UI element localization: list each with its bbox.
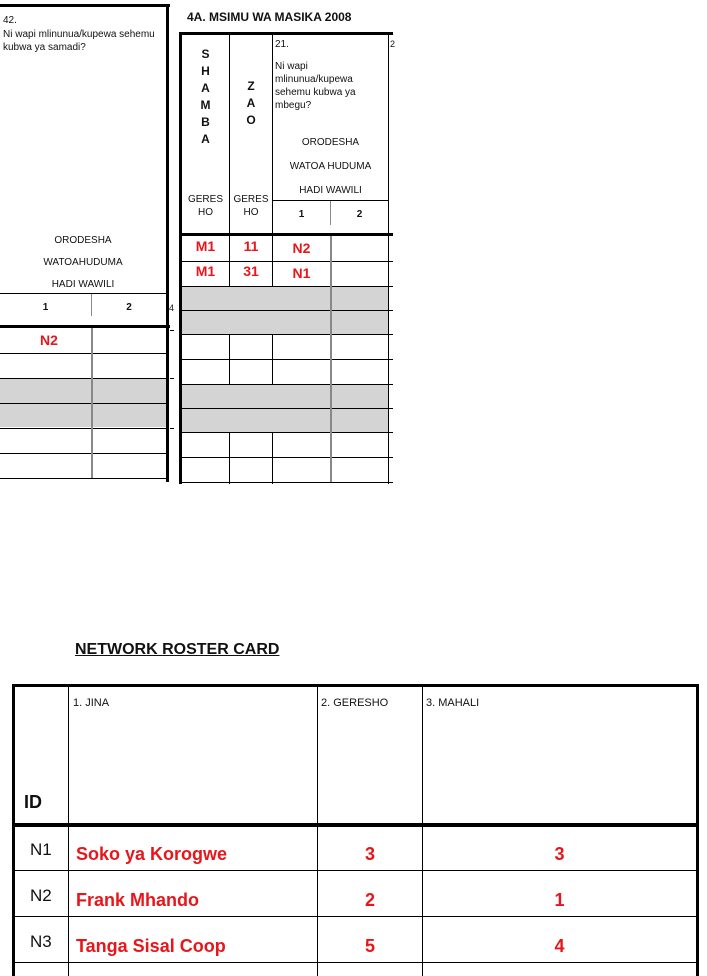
row-line [0, 403, 166, 404]
q21-instruction-list: ORODESHA [301, 137, 360, 148]
letter: B [201, 115, 210, 129]
row-line [0, 428, 166, 429]
row-geresho: 5 [364, 936, 375, 956]
roster-title: NETWORK ROSTER CARD [75, 641, 280, 658]
letter: A [201, 132, 210, 146]
q21-instruction-max-two: HADI WAWILI [299, 185, 362, 196]
season-top-border [181, 32, 393, 35]
cut-digit: 4 [169, 303, 175, 313]
shamba-cell: M1 [195, 263, 216, 279]
row-line [179, 261, 393, 262]
col-1-label: 1 [42, 302, 49, 313]
question-text: Ni wapi mlinunua/kupewa sehemu kubwa ya samadi? [3, 29, 155, 53]
row-geresho: 3 [364, 844, 375, 864]
geresho-line: HO [243, 207, 259, 218]
letter: O [246, 113, 256, 127]
question-number: 42. [3, 15, 17, 26]
season-title: 4A. MSIMU WA MASIKA 2008 [187, 10, 352, 24]
col-divider [317, 686, 318, 976]
letter: A [246, 96, 256, 110]
row-line [179, 310, 393, 311]
row-location: 4 [554, 936, 565, 956]
col-divider [422, 686, 423, 976]
q21-instruction-providers: WATOA HUDUMA [289, 161, 372, 172]
instruction-max-two: HADI WAWILI [51, 279, 115, 290]
geresho-line: HO [198, 207, 213, 218]
geresho-header: 2. GERESHO [321, 697, 389, 709]
q21-text: Ni wapi mlinunua/kupewa sehemu kubwa ya mbegu? [275, 61, 356, 111]
q21-col-1-label: 1 [298, 209, 305, 220]
row-line [12, 870, 699, 871]
edge-tick [170, 428, 174, 429]
q21-number: 21. [275, 39, 289, 50]
row-line [179, 334, 393, 335]
row-line [179, 384, 393, 385]
letter: Z [247, 79, 255, 93]
row-id: N3 [30, 932, 52, 951]
row-location: 3 [554, 844, 565, 864]
season-header-bottom [179, 233, 393, 236]
roster-top-border [12, 684, 699, 687]
roster-left-border [12, 684, 15, 976]
edge-tick [170, 378, 174, 379]
id-header: ID [24, 792, 42, 812]
location-header: 3. MAHALI [426, 697, 480, 709]
row-name: Soko ya Korogwe [76, 844, 228, 864]
zao-label [230, 78, 272, 129]
letter: H [201, 64, 210, 78]
geresho-line: GERES [187, 194, 223, 205]
letter: S [201, 47, 210, 61]
header-bottom-border [0, 325, 170, 328]
col-2-label: 2 [126, 302, 132, 313]
row-line [179, 286, 393, 287]
row-line [12, 962, 699, 963]
letter: A [201, 81, 210, 95]
shamba-cell: M1 [195, 238, 216, 254]
geresho-line: GERES [233, 194, 269, 205]
left-right-border [166, 4, 169, 482]
row-line [0, 453, 166, 454]
zao-geresho-label [230, 193, 272, 219]
col-divider [91, 328, 93, 478]
col-divider [68, 686, 69, 976]
q21-entry-cell: N1 [292, 265, 311, 281]
row-line [0, 478, 166, 479]
row-line [179, 457, 393, 458]
zao-cell: 11 [243, 238, 259, 254]
row-name: Frank Mhando [76, 890, 200, 910]
header-divider [0, 293, 166, 294]
row-line [179, 408, 393, 409]
entry-cell: N2 [40, 332, 58, 348]
roster-right-border [696, 684, 699, 976]
edge-tick [170, 330, 174, 331]
row-line [179, 359, 393, 360]
row-id: N1 [30, 840, 52, 859]
q21-entry-cell: N2 [292, 240, 311, 256]
row-line [12, 916, 699, 917]
row-geresho: 2 [364, 890, 375, 910]
row-line [179, 482, 393, 483]
zao-cell: 31 [243, 263, 259, 279]
row-name: Tanga Sisal Coop [76, 936, 226, 956]
row-line [179, 432, 393, 433]
instruction-list: ORODESHA [54, 235, 112, 246]
q21-right-border [388, 34, 389, 484]
row-location: 1 [554, 890, 565, 910]
shamba-geresho-label [182, 193, 229, 219]
roster-header-bottom [12, 823, 699, 827]
q21-col-divider [330, 236, 332, 482]
row-id: N2 [30, 886, 52, 905]
left-top-border [0, 4, 170, 7]
next-col-number: 2 [390, 39, 396, 49]
shamba-label [182, 46, 229, 148]
letter: M [200, 98, 211, 112]
row-line [0, 353, 166, 354]
instruction-providers: WATOAHUDUMA [43, 257, 123, 268]
row-line [0, 378, 166, 379]
name-header: 1. JINA [73, 697, 110, 709]
q21-col-2-label: 2 [356, 209, 363, 220]
